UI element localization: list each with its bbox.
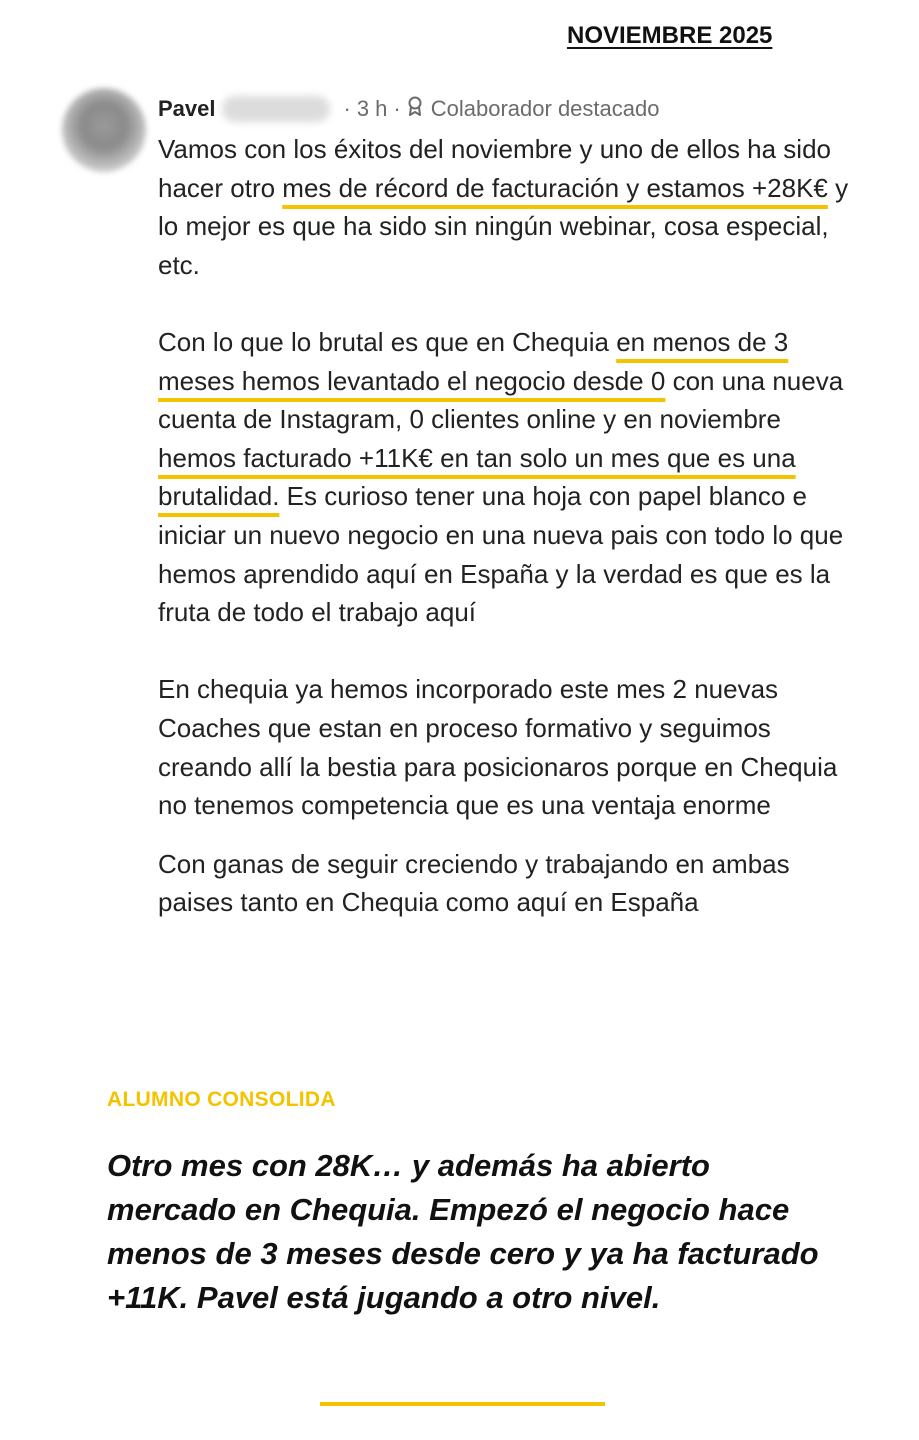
separator-dot: · — [343, 96, 351, 121]
highlighted-text: hemos facturado +11K€ en tan solo un mes que es una brutalidad. — [158, 442, 796, 512]
post-paragraph: En chequia ya hemos incorporado este mes 2 nuevas Coaches que estan en proceso formativo y seguimos creando allí la bestia para posicionaros porque en Chequia no tenemos competencia que es una ventaja enorme — [158, 674, 838, 821]
post-text: Es curioso tener una hoja con papel blanco e iniciar un nuevo negocio en una nueva pais con todo lo que hemos aprendido aquí en España y la verdad es que es la fruta de todo el trabajo aquí — [158, 481, 844, 628]
section-label: ALUMNO CONSOLIDA — [107, 1088, 336, 1111]
summary-quote: Otro mes con 28K… y además ha abierto mercado en Chequia. Empezó el negocio hace menos de 3 meses desde cero y ya ha facturado +11K. Pavel está jugando a otro nivel. — [107, 1148, 819, 1315]
blurred-surname — [222, 96, 330, 122]
badge-label: Colaborador destacado — [430, 96, 660, 121]
author-name[interactable]: Pavel — [158, 96, 216, 121]
post-text: Con lo que lo brutal es que en Chequia — [158, 326, 617, 357]
post-paragraph: Con ganas de seguir creciendo y trabajando en ambas paises tanto en Chequia como aquí en España — [158, 848, 790, 918]
post-paragraph — [158, 323, 858, 632]
post-meta — [158, 96, 659, 122]
post-text: y lo mejor es que ha sido sin ningún webinar, cosa especial, etc. — [158, 172, 849, 280]
post-text: Vamos con los éxitos del noviembre y uno de ellos ha sido hacer otro — [158, 134, 832, 203]
separator-dot: · — [393, 96, 401, 121]
avatar[interactable] — [62, 88, 146, 172]
highlighted-text: en menos de 3 meses hemos levantado el negocio desde 0 — [158, 326, 789, 396]
divider — [320, 1402, 605, 1406]
post-paragraph — [158, 130, 858, 284]
post-body — [158, 130, 858, 922]
post-time[interactable]: 3 h — [356, 96, 388, 121]
award-ribbon-icon — [407, 96, 425, 122]
post-text: con una nueva cuenta de Instagram, 0 clientes online y en noviembre — [158, 365, 844, 435]
highlighted-text: mes de récord de facturación y estamos +28K€ — [282, 172, 828, 203]
header-date: NOVIEMBRE 2025 — [567, 22, 773, 49]
